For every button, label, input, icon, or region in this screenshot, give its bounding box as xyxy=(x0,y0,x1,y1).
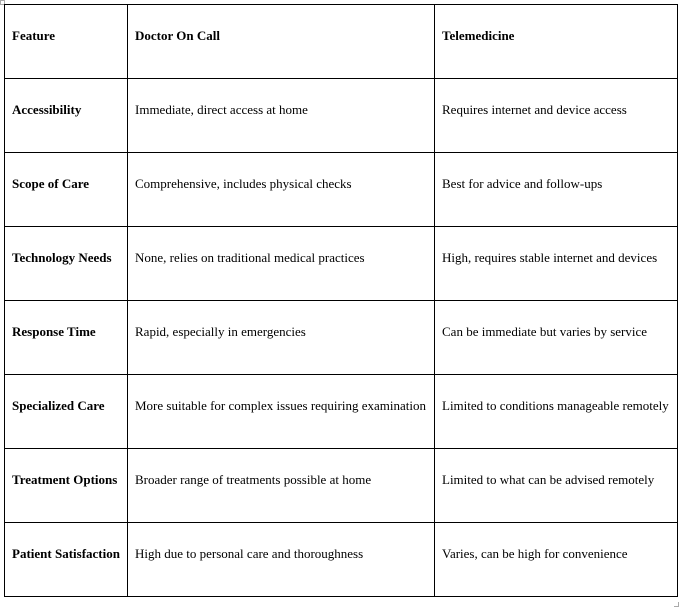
header-cell: Doctor On Call xyxy=(128,5,435,79)
header-cell: Telemedicine xyxy=(435,5,678,79)
table-cell: Rapid, especially in emergencies xyxy=(128,301,435,375)
table-row xyxy=(5,375,678,449)
table-cell: High, requires stable internet and devices xyxy=(435,227,678,301)
table-row xyxy=(5,523,678,597)
feature-cell: Accessibility xyxy=(5,79,128,153)
table-row xyxy=(5,79,678,153)
feature-cell: Specialized Care xyxy=(5,375,128,449)
table-cell: More suitable for complex issues requiring examination xyxy=(128,375,435,449)
table-cell: Broader range of treatments possible at home xyxy=(128,449,435,523)
table-header-row xyxy=(5,5,678,79)
table-cell: Varies, can be high for convenience xyxy=(435,523,678,597)
table-resize-handle[interactable] xyxy=(674,602,679,607)
header-cell: Feature xyxy=(5,5,128,79)
feature-cell: Treatment Options xyxy=(5,449,128,523)
table-cell: Immediate, direct access at home xyxy=(128,79,435,153)
feature-cell: Technology Needs xyxy=(5,227,128,301)
table-row xyxy=(5,153,678,227)
table-cell: Best for advice and follow-ups xyxy=(435,153,678,227)
table-cell: Comprehensive, includes physical checks xyxy=(128,153,435,227)
feature-cell: Scope of Care xyxy=(5,153,128,227)
table-cell: Can be immediate but varies by service xyxy=(435,301,678,375)
table-cell: Limited to conditions manageable remotely xyxy=(435,375,678,449)
table-row xyxy=(5,227,678,301)
table-cell: Limited to what can be advised remotely xyxy=(435,449,678,523)
table-cell: Requires internet and device access xyxy=(435,79,678,153)
table-row xyxy=(5,301,678,375)
table-row xyxy=(5,449,678,523)
feature-cell: Response Time xyxy=(5,301,128,375)
table-cell: High due to personal care and thoroughness xyxy=(128,523,435,597)
feature-cell: Patient Satisfaction xyxy=(5,523,128,597)
table-cell: None, relies on traditional medical practices xyxy=(128,227,435,301)
comparison-table xyxy=(4,4,678,597)
